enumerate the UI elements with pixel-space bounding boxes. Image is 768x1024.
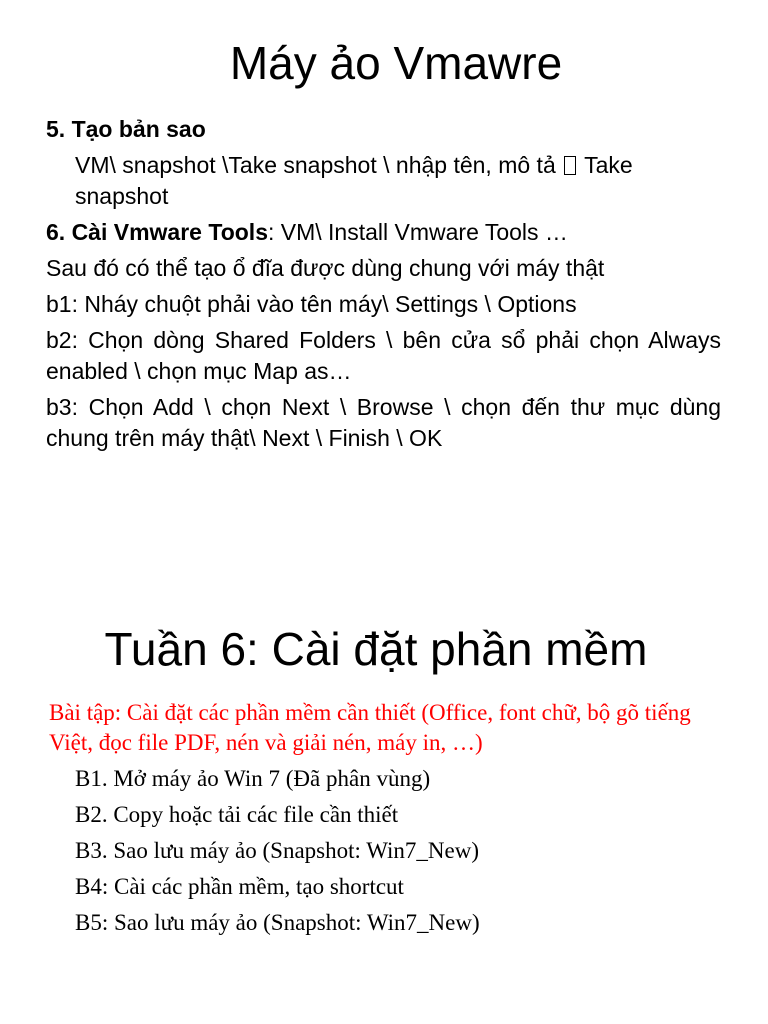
section5-heading: 5. Tạo bản sao bbox=[46, 116, 206, 142]
slide-body-week6 bbox=[49, 698, 729, 944]
install-step-b4: B4: Cài các phần mềm, tạo shortcut bbox=[75, 874, 404, 899]
step-b1: b1: Nháy chuột phải vào tên máy\ Settings \ Options bbox=[46, 291, 577, 317]
shared-folder-intro: Sau đó có thể tạo ổ đĩa được dùng chung với máy thật bbox=[46, 255, 605, 281]
install-step-b5: B5: Sao lưu máy ảo (Snapshot: Win7_New) bbox=[75, 910, 480, 935]
install-step-list bbox=[49, 764, 729, 938]
step-b3: b3: Chọn Add \ chọn Next \ Browse \ chọn đến thư mục dùng chung trên máy thật\ Next \ Finish \ OK bbox=[46, 394, 721, 451]
exercise-text: Bài tập: Cài đặt các phần mềm cần thiết (Office, font chữ, bộ gõ tiếng Việt, đọc file PDF, nén và giải nén, máy in, …) bbox=[49, 700, 691, 755]
slide-body-vmware bbox=[46, 114, 721, 459]
install-step-b2: B2. Copy hoặc tải các file cần thiết bbox=[75, 802, 399, 827]
slide-software-install bbox=[0, 512, 768, 1024]
section6-line bbox=[46, 217, 721, 248]
section5-text bbox=[46, 150, 721, 212]
missing-glyph-box-icon bbox=[564, 156, 576, 175]
step-b2: b2: Chọn dòng Shared Folders \ bên cửa sổ phải chọn Always enabled \ chọn mục Map as… bbox=[46, 327, 721, 384]
install-step-b1: B1. Mở máy ảo Win 7 (Đã phân vùng) bbox=[75, 766, 431, 791]
section5-text-after: Take snapshot bbox=[75, 152, 633, 209]
section5-text-before: VM\ snapshot \Take snapshot \ nhập tên, mô tả bbox=[75, 152, 563, 178]
install-step-b3: B3. Sao lưu máy ảo (Snapshot: Win7_New) bbox=[75, 838, 479, 863]
section6-text: : VM\ Install Vmware Tools … bbox=[267, 219, 568, 245]
slide-title-week6: Tuần 6: Cài đặt phần mềm bbox=[104, 623, 648, 675]
section6-heading: 6. Cài Vmware Tools bbox=[46, 219, 268, 245]
slide-title-vmware: Máy ảo Vmawre bbox=[229, 37, 563, 89]
